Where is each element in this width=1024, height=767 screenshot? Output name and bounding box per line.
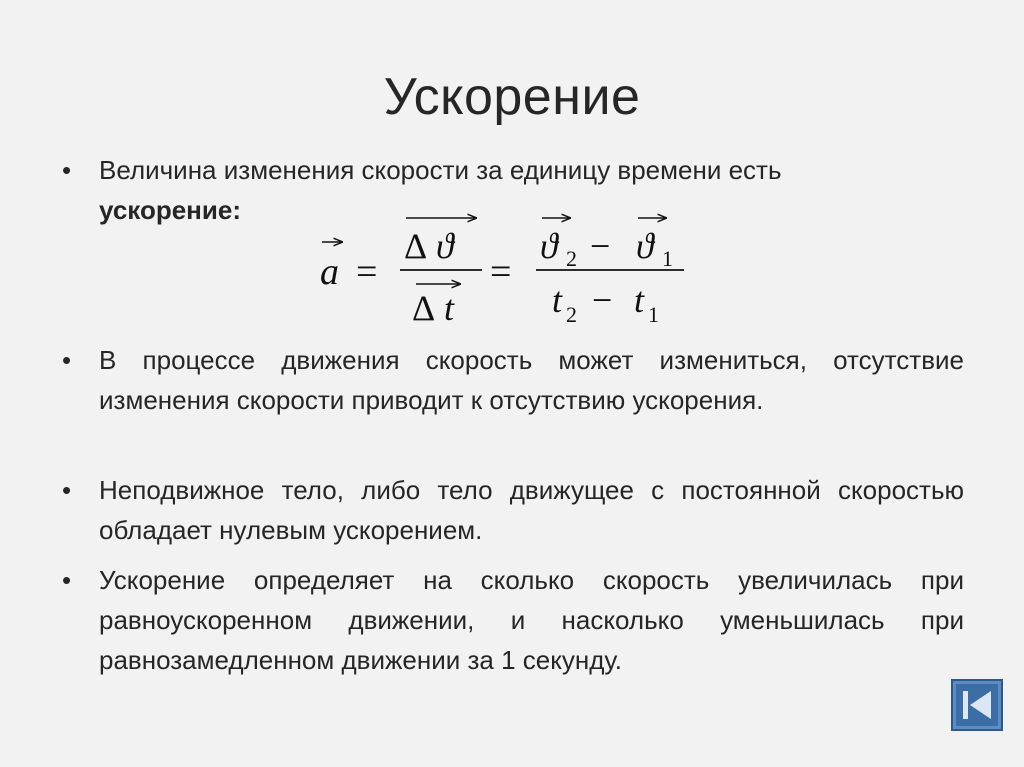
acceleration-formula — [300, 200, 720, 340]
formula-theta-3: ϑ — [636, 226, 654, 266]
formula-t-2: t — [552, 280, 563, 320]
bullet-marker: • — [62, 155, 72, 185]
formula-minus-2: − — [592, 280, 613, 320]
slide-title: Ускорение — [383, 68, 641, 126]
formula-eq-1: = — [356, 251, 378, 293]
formula-minus-1: − — [590, 226, 611, 266]
formula-sub-2b: 2 — [566, 302, 577, 327]
formula-theta-2: ϑ — [540, 226, 558, 266]
formula-delta-2: Δ — [412, 288, 436, 328]
formula-sub-1a: 1 — [662, 246, 673, 271]
bullet-text-2: В процессе движения скорость может измениться, отсутствие изменения скорости приводит к отсутствию ускорения. — [99, 345, 964, 415]
bullet-1-text: Величина изменения скорости за единицу времени есть — [99, 155, 782, 185]
bullet-text-3: Неподвижное тело, либо тело движущее с постоянной скоростью обладает нулевым ускорением. — [99, 475, 964, 545]
formula-t-1: t — [444, 288, 455, 328]
bullet-marker: • — [62, 565, 72, 595]
back-to-start-icon — [951, 679, 1003, 731]
formula-sub-1b: 1 — [648, 302, 659, 327]
back-to-start-button[interactable] — [951, 679, 1003, 731]
formula-lhs: a — [320, 251, 339, 293]
formula-t-3: t — [634, 280, 645, 320]
formula-sub-2a: 2 — [566, 246, 577, 271]
bullet-text-4: Ускорение определяет на сколько скорость увеличилась при равноускоренном движении, и насколько уменьшилась при равнозамедленном движении за 1 секунду. — [99, 565, 964, 675]
bullet-marker: • — [62, 475, 72, 505]
formula-theta-1: ϑ — [436, 226, 454, 266]
bullet-1-bold: ускорение: — [99, 195, 241, 225]
bullet-marker: • — [62, 345, 72, 375]
formula-delta-1: Δ — [404, 226, 428, 266]
formula-eq-2: = — [490, 251, 512, 293]
